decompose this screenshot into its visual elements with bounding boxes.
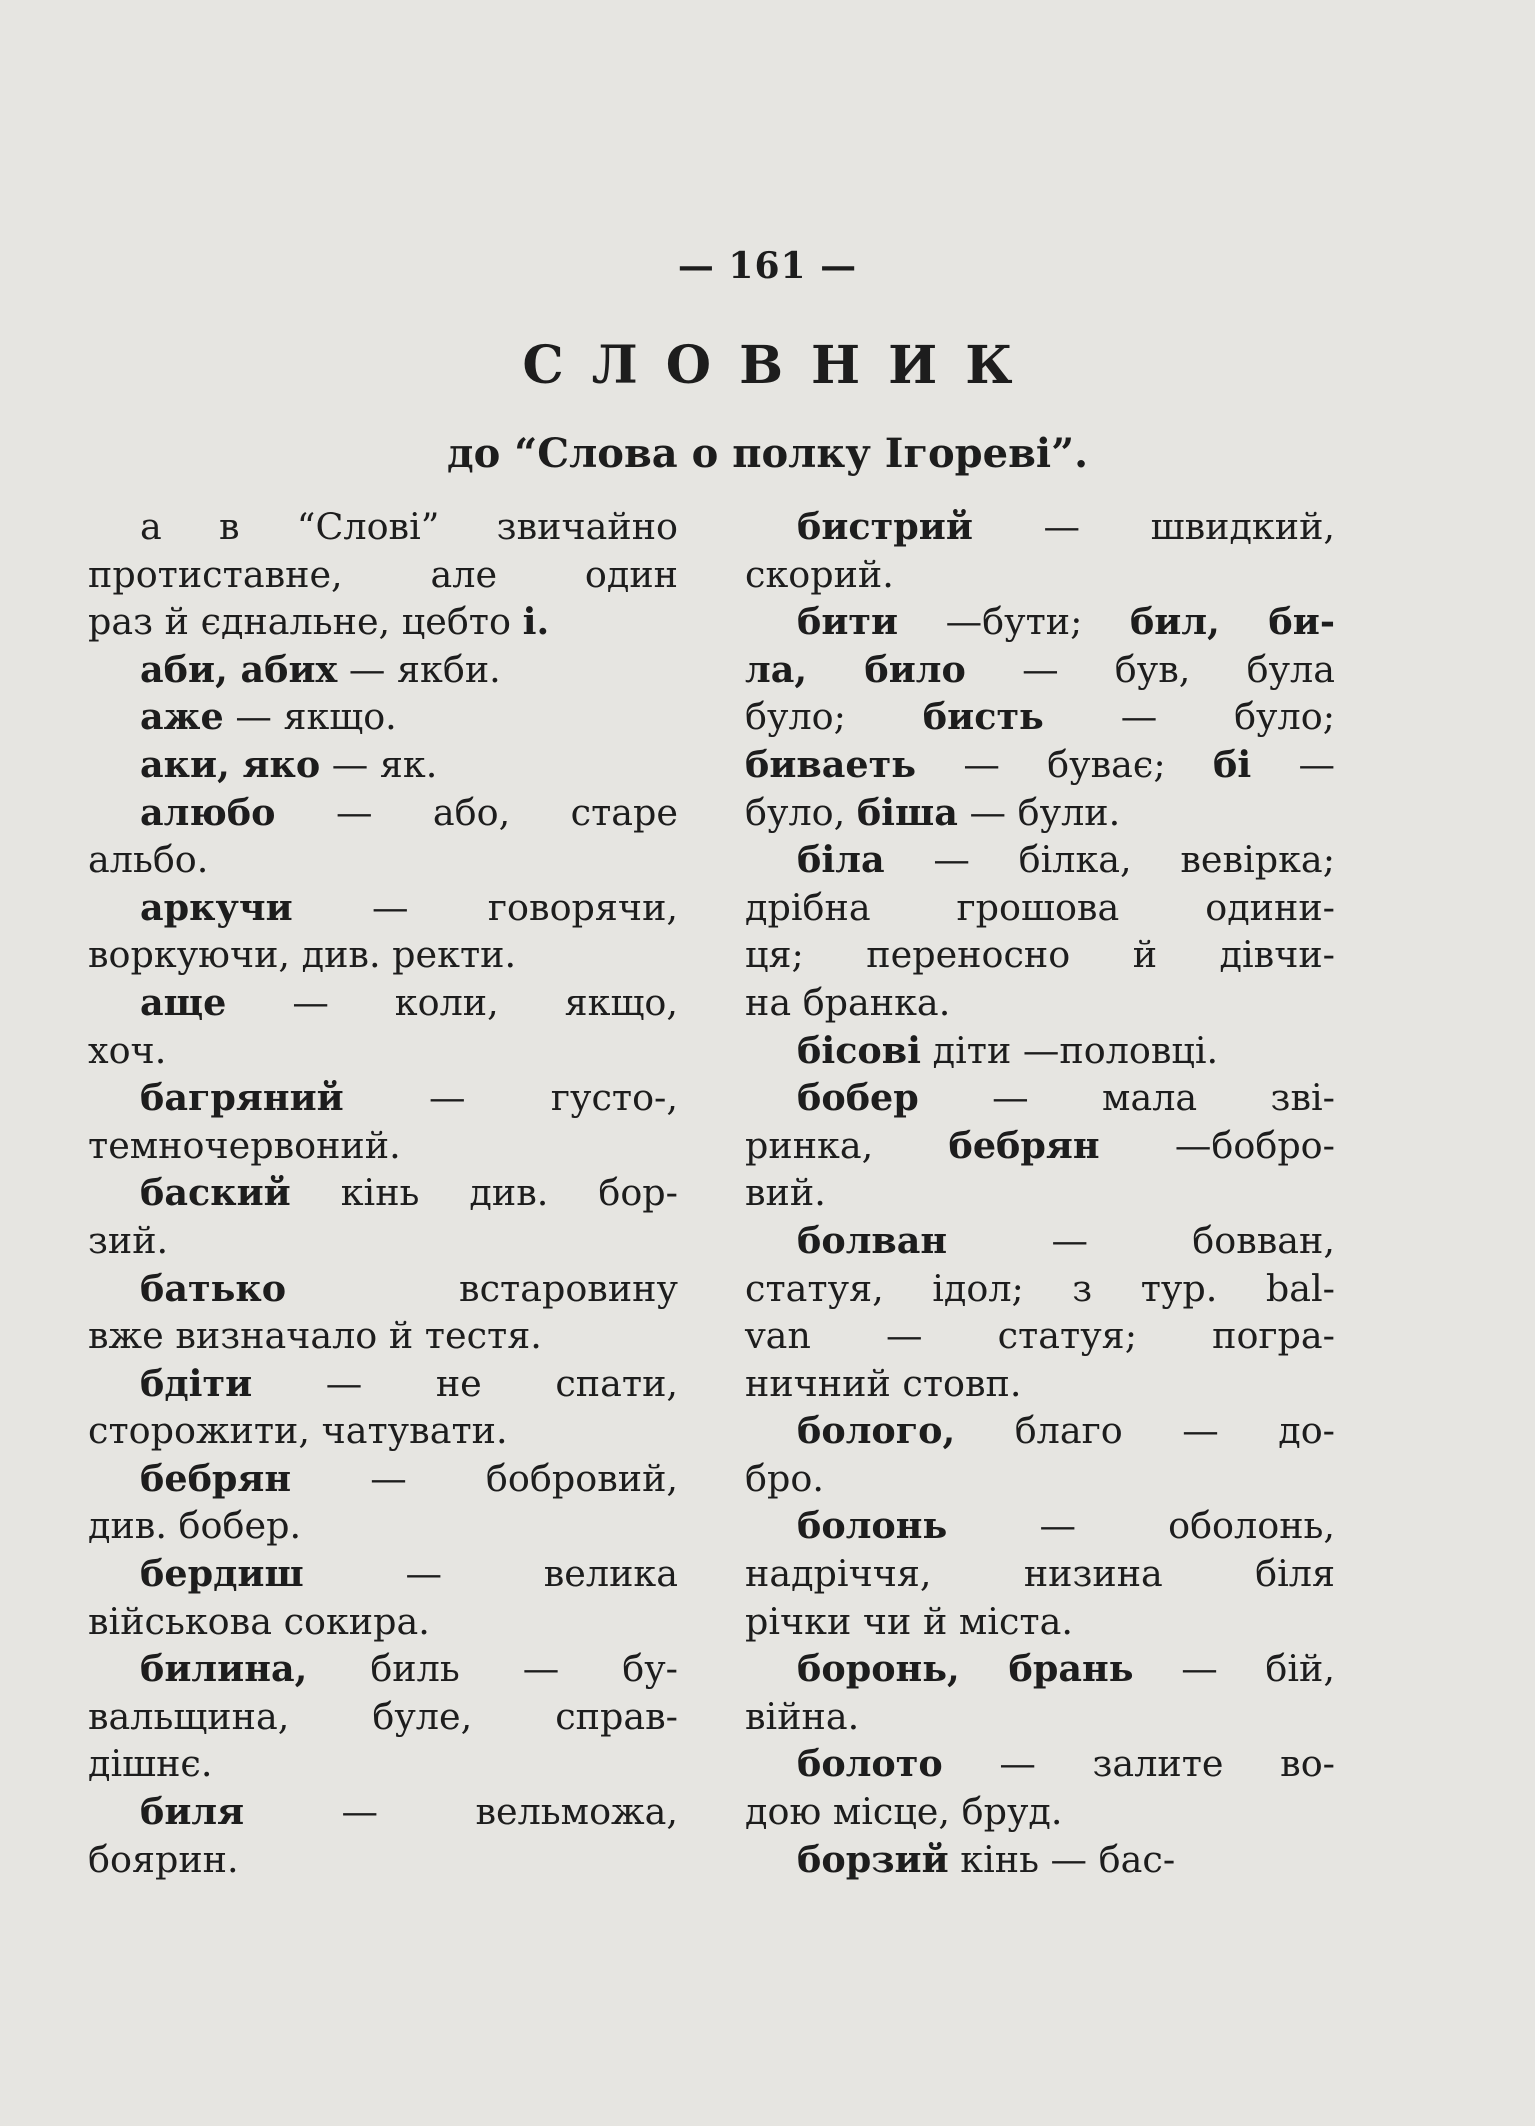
dictionary-entry [88, 1074, 678, 1169]
headword: бебрян [140, 1456, 292, 1500]
entry-line [88, 693, 678, 741]
dictionary-entry [745, 503, 1335, 598]
definition-text: див. бобер. [88, 1504, 302, 1548]
definition-text: van — статуя; погра- [745, 1314, 1335, 1358]
dictionary-entry [745, 1217, 1335, 1407]
definition-text: бро. [745, 1456, 824, 1500]
dictionary-entry [745, 1502, 1335, 1645]
definition-text: —бобро- [1099, 1123, 1335, 1167]
entry-line [88, 1169, 678, 1217]
entry-line [88, 1360, 678, 1408]
headword: бисть [922, 695, 1044, 739]
definition-text: скорий. [745, 552, 894, 596]
entry-line [88, 1074, 678, 1122]
definition-text: боярин. [88, 1837, 239, 1881]
definition-text: на бранка. [745, 980, 951, 1024]
dictionary-entry [88, 789, 678, 884]
definition-text: — [1251, 742, 1335, 786]
dictionary-entry [745, 1645, 1335, 1740]
definition-text: кінь див. бор- [290, 1171, 678, 1215]
entry-line [88, 1455, 678, 1503]
entry-line [745, 1836, 1335, 1884]
dictionary-entry [88, 1645, 678, 1788]
entry-line [88, 1312, 678, 1360]
definition-text: ця; переносно й дівчи- [745, 933, 1335, 977]
dictionary-entry [88, 693, 678, 741]
headword: біла [797, 838, 885, 882]
headword: аки, яко [140, 742, 321, 786]
entry-line [88, 1645, 678, 1693]
dictionary-entry [88, 979, 678, 1074]
definition-text: статуя, ідол; з тур. bal- [745, 1266, 1335, 1310]
definition-text: — були. [957, 790, 1121, 834]
definition-text: кінь — бас- [948, 1837, 1176, 1881]
entry-line [88, 1598, 678, 1646]
dictionary-entry [745, 1836, 1335, 1884]
definition-text: — бобровий, [291, 1456, 678, 1500]
headword: алюбо [140, 790, 276, 834]
definition-text: — вельможа, [244, 1790, 678, 1834]
headword: билина, [140, 1647, 308, 1691]
definition-text: — якщо. [223, 695, 397, 739]
headword: бил, би- [1129, 600, 1335, 644]
headword: болото [797, 1742, 943, 1786]
entry-line [745, 884, 1335, 932]
entry-line [88, 1836, 678, 1884]
entry-line [88, 1122, 678, 1170]
entry-line [745, 1645, 1335, 1693]
dictionary-entry [745, 598, 1335, 836]
definition-text: зий. [88, 1218, 169, 1262]
definition-text: дішнє. [88, 1742, 213, 1786]
definition-text: надріччя, низина біля [745, 1552, 1335, 1596]
entry-line [745, 503, 1335, 551]
headword: аби, абих [140, 647, 338, 691]
definition-text: ничний стовп. [745, 1361, 1022, 1405]
definition-text: було; [745, 695, 923, 739]
entry-line [88, 979, 678, 1027]
entry-line [88, 1407, 678, 1455]
entry-line [745, 551, 1335, 599]
definition-text: —бути; [898, 600, 1130, 644]
headword: биваеть [745, 742, 917, 786]
definition-text: — велика [303, 1552, 678, 1596]
definition-text: альбо. [88, 838, 209, 882]
definition-text: хоч. [88, 1028, 167, 1072]
dictionary-entry [88, 1455, 678, 1550]
entry-line [745, 1455, 1335, 1503]
definition-text: — як. [320, 742, 438, 786]
definition-text: темночервоний. [88, 1123, 401, 1167]
definition-text: дою місце, бруд. [745, 1790, 1063, 1834]
definition-text: — було; [1043, 695, 1335, 739]
dictionary-entry [88, 1360, 678, 1455]
entry-line [88, 1693, 678, 1741]
definition-text: — або, старе [275, 790, 678, 834]
entry-line [745, 598, 1335, 646]
definition-text: — білка, вевірка; [884, 838, 1335, 882]
definition-text: биль — бу- [307, 1647, 678, 1691]
definition-text: військова сокира. [88, 1599, 430, 1643]
definition-text: — оболонь, [947, 1504, 1335, 1548]
page-title: СЛОВНИК [522, 335, 1041, 396]
entry-line [88, 503, 678, 551]
definition-text: — говорячи, [292, 885, 678, 929]
headword: баский [140, 1171, 291, 1215]
entry-line [745, 1550, 1335, 1598]
headword: борзий [797, 1837, 949, 1881]
definition-text: — бій, [1133, 1647, 1335, 1691]
headword: бистрий [797, 505, 973, 548]
headword: аще [140, 980, 227, 1024]
headword: бі [1212, 742, 1252, 786]
entry-line [745, 979, 1335, 1027]
entry-line [745, 836, 1335, 884]
headword: бити [797, 600, 899, 644]
definition-text: протиставне, але один [88, 552, 678, 596]
headword: аркучи [140, 885, 293, 929]
headword: аже [140, 695, 224, 739]
entry-line [745, 1074, 1335, 1122]
headword: і. [522, 600, 550, 644]
definition-text: — залите во- [942, 1742, 1335, 1786]
entry-line [88, 1027, 678, 1075]
entry-line [745, 1122, 1335, 1170]
definition-text: — бовван, [947, 1218, 1335, 1262]
definition-text: — густо-, [343, 1076, 678, 1120]
entry-line [745, 1502, 1335, 1550]
dictionary-entry [88, 646, 678, 694]
entry-line [88, 789, 678, 837]
headword: біша [856, 790, 958, 834]
definition-text: було, [745, 790, 857, 834]
entry-line [745, 1360, 1335, 1408]
dictionary-entry [88, 741, 678, 789]
definition-text: — буває; [916, 742, 1213, 786]
definition-text: а в “Слові” звичайно [140, 505, 678, 548]
headword: бебрян [948, 1123, 1100, 1167]
definition-text: діти —половці. [921, 1028, 1219, 1072]
dictionary-column-left [88, 503, 678, 1883]
page-number: — 161 — [677, 245, 858, 287]
entry-line [745, 1740, 1335, 1788]
entry-line [88, 1217, 678, 1265]
dictionary-entry [745, 836, 1335, 1026]
entry-line [745, 1217, 1335, 1265]
entry-line [88, 1550, 678, 1598]
definition-text: воркуючи, див. ректи. [88, 933, 517, 977]
definition-text: вий. [745, 1171, 826, 1215]
definition-text: війна. [745, 1694, 860, 1738]
entry-line [745, 1598, 1335, 1646]
entry-line [745, 1693, 1335, 1741]
definition-text: — не спати, [252, 1361, 678, 1405]
entry-line [745, 1312, 1335, 1360]
dictionary-entry [745, 1740, 1335, 1835]
entry-line [88, 1740, 678, 1788]
entry-line [88, 1265, 678, 1313]
entry-line [88, 1502, 678, 1550]
entry-line [745, 646, 1335, 694]
page-subtitle: до “Слова о полку Ігореві”. [446, 430, 1089, 477]
headword: батько [140, 1266, 287, 1310]
headword: багряний [140, 1076, 344, 1120]
entry-line [88, 931, 678, 979]
dictionary-entry [88, 503, 678, 646]
headword: бдіти [140, 1361, 253, 1405]
headword: болого, [797, 1409, 956, 1453]
entry-line [88, 646, 678, 694]
definition-text: — мала зві- [918, 1076, 1335, 1120]
definition-text: річки чи й міста. [745, 1599, 1073, 1643]
headword: болонь [797, 1504, 948, 1548]
entry-line [745, 741, 1335, 789]
headword: бісові [797, 1028, 922, 1072]
entry-line [88, 598, 678, 646]
headword: биля [140, 1790, 245, 1834]
entry-line [88, 741, 678, 789]
definition-text: раз й єднальне, цебто [88, 600, 523, 644]
entry-line [88, 884, 678, 932]
definition-text: вальщина, буле, справ- [88, 1694, 678, 1738]
dictionary-entry [745, 1074, 1335, 1217]
definition-text: благо — до- [955, 1409, 1335, 1453]
definition-text: — якби. [337, 647, 501, 691]
dictionary-entry [88, 1788, 678, 1883]
entry-line [745, 1169, 1335, 1217]
dictionary-entry [88, 1265, 678, 1360]
dictionary-entry [745, 1407, 1335, 1502]
definition-text: — швидкий, [972, 505, 1335, 548]
dictionary-column-right [745, 503, 1335, 1883]
definition-text: встаровину [286, 1266, 678, 1310]
entry-line [745, 1027, 1335, 1075]
dictionary-entry [88, 1169, 678, 1264]
entry-line [745, 1407, 1335, 1455]
headword: бобер [797, 1076, 919, 1120]
entry-line [745, 931, 1335, 979]
dictionary-entry [88, 1550, 678, 1645]
dictionary-entry [88, 884, 678, 979]
headword: ла, било [745, 647, 966, 691]
dictionary-entry [745, 1027, 1335, 1075]
entry-line [745, 1265, 1335, 1313]
entry-line [745, 1788, 1335, 1836]
definition-text: ринка, [745, 1123, 949, 1167]
entry-line [88, 836, 678, 884]
entry-line [745, 693, 1335, 741]
headword: болван [797, 1218, 948, 1262]
definition-text: вже визначало й тестя. [88, 1314, 542, 1358]
definition-text: — був, була [965, 647, 1335, 691]
headword: бердиш [140, 1552, 304, 1596]
entry-line [88, 551, 678, 599]
definition-text: сторожити, чатувати. [88, 1409, 508, 1453]
entry-line [88, 1788, 678, 1836]
entry-line [745, 789, 1335, 837]
definition-text: дрібна грошова одини- [745, 885, 1335, 929]
definition-text: — коли, якщо, [226, 980, 678, 1024]
headword: боронь, брань [797, 1647, 1134, 1691]
